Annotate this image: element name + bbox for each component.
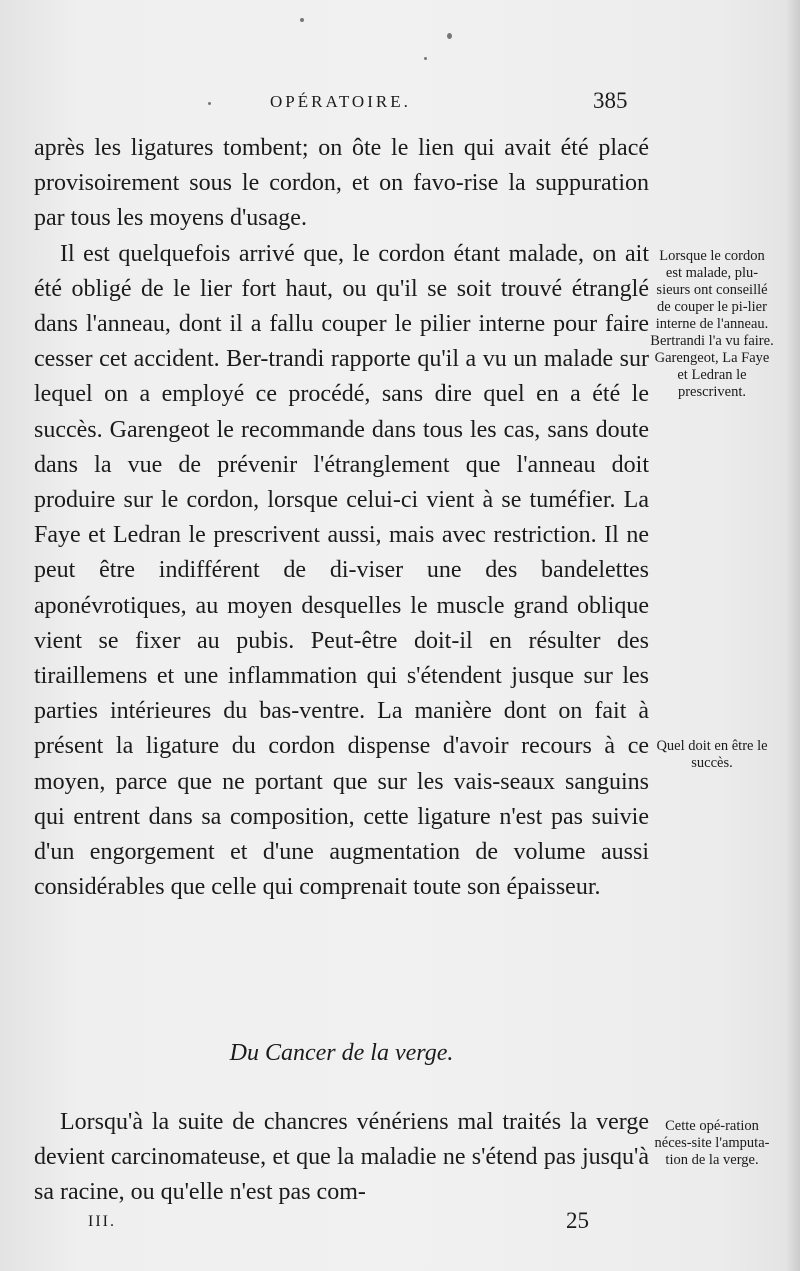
margin-note-cordon: Lorsque le cordon est malade, plu-sieurs ont conseillé de couper le pi-lier interne de l'anneau. Bertrandi l'a vu faire. Garengeot, La Faye et Ledran le prescrivent.	[650, 248, 774, 400]
main-text	[34, 131, 649, 905]
margin-note-amputation: Cette opé-ration néces-site l'amputa-tion de la verge.	[654, 1118, 770, 1168]
page-edge-shadow	[786, 0, 800, 1271]
section-heading: Du Cancer de la verge.	[229, 1040, 454, 1066]
paragraph-continuation: après les ligatures tombent; on ôte le lien qui avait été placé provisoirement sous le cordon, et on favo-rise la suppuration par tous les moyens d'usage.	[34, 135, 649, 232]
ink-speck	[424, 57, 427, 60]
signature-mark: III.	[88, 1213, 116, 1230]
running-head: OPÉRATOIRE.	[270, 92, 411, 111]
sheet-number: 25	[566, 1208, 589, 1233]
margin-note-succes: Quel doit en être le succès.	[656, 738, 768, 771]
paragraph-cancer: Lorsqu'à la suite de chancres vénériens mal traités la verge devient carcinomateuse, et que la maladie ne s'étend pas jusqu'à sa racine, ou qu'elle n'est pas com-	[34, 1109, 649, 1206]
paragraph-ligature-discussion: Il est quelquefois arrivé que, le cordon étant malade, on ait été obligé de le lier fort haut, ou qu'il se soit trouvé étranglé dans l'anneau, dont il a fallu couper le pilier interne pour faire cesser cet accident. Ber-trandi rapporte qu'il a vu un malade sur lequel on a employé ce procédé, sans dire quel en a été le succès. Garengeot le recommande dans tous les cas, sans doute dans la vue de prévenir l'étranglement que l'anneau doit produire sur le cordon, lorsque celui-ci vient à se tuméfier. La Faye et Ledran le prescrivent aussi, mais avec restriction. Il ne peut être indifférent de di-viser une des bandelettes aponévrotiques, au moyen desquelles le muscle grand oblique vient se fixer au pubis. Peut-être doit-il en résulter des tiraillemens et une inflammation qui s'étendent jusque sur les parties intérieures du bas-ventre. La manière dont on fait à présent la ligature du cordon dispense d'avoir recours à ce moyen, parce que ne portant que sur les vais-seaux sanguins qui entrent dans sa composition, cette ligature n'est pas suivie d'un engorgement et d'une augmentation de volume aussi considérables que celle qui comprenait toute son épaisseur.	[34, 240, 649, 901]
section-text	[34, 1105, 649, 1211]
page-number: 385	[593, 88, 628, 113]
ink-speck	[447, 33, 452, 39]
ink-speck	[300, 18, 304, 22]
ink-speck	[208, 102, 211, 105]
